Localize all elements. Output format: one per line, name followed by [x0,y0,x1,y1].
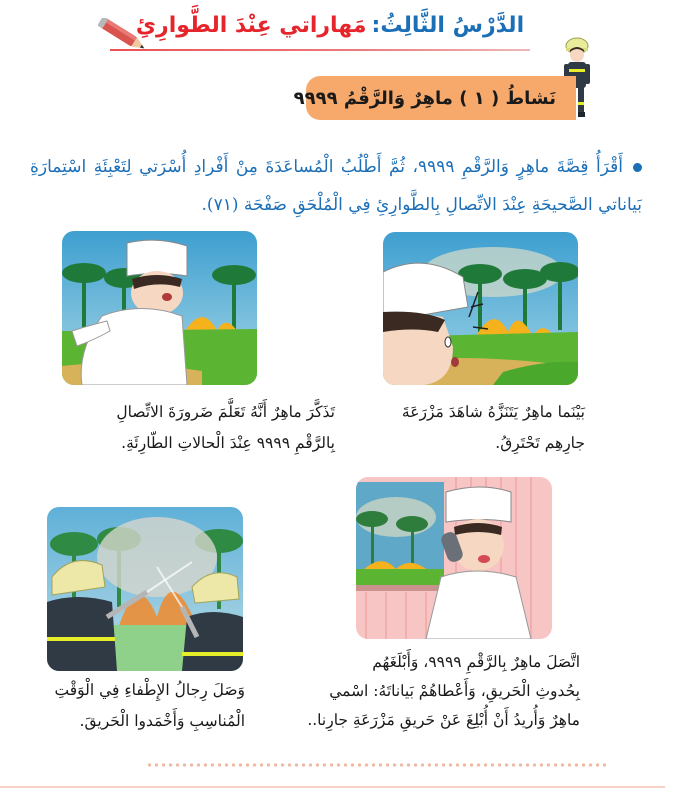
lesson-header [95,6,565,50]
lesson-title: مَهاراتي عِنْدَ الطَّوارِئِ [135,13,367,38]
caption-line: تَذَكَّرَ ماهِرٌ أَنَّهُ تَعَلَّمَ ضَرورَةَ الاتِّصالِ [116,403,335,421]
caption-line: الْمُناسِبِ وَأَخْمَدوا الْحَريقَ. [79,712,245,730]
story-panel-3-image [356,477,552,639]
story-panel-4-caption [40,675,245,737]
caption-line: بَيْنَما ماهِرٌ يَتَنَزَّهُ شاهَدَ مَزْرَعَةَ [401,403,585,421]
story-panel-2-caption [55,397,335,459]
caption-line: بِالرَّقْمِ ٩٩٩٩ عِنْدَ الْحالاتِ الطّارِئَةِ. [121,434,335,452]
dotted-divider [146,763,606,767]
caption-line: ماهِرٌ وَأُريدُ أَنْ أُبْلِغَ عَنْ حَريقِ مَزْرَعَةِ جارِنا.. [307,711,580,729]
story-panel-3-caption [300,648,580,735]
title-underline [110,49,530,51]
story-panel-1-caption [380,397,585,459]
page-bottom-line [0,786,665,788]
caption-line: جارِهِم تَحْتَرِقُ. [495,434,585,452]
instruction-text: أَقْرَأُ قِصَّةَ ماهِرٍ وَالرَّقْمِ ٩٩٩٩، ثُمَّ أَطْلُبُ الْمُساعَدَةَ مِنْ أَفْرادِ أُسْرَتي لِتَعْبِئَةِ اسْتِمارَةِ بَياناتي الصَّحيحَةِ عِنْدَ الاتِّصالِ بِالطَّوارِئِ فِي الْمُلْحَقِ صَفْحَة (٧١). [30,157,642,215]
caption-line: بِحُدوثِ الْحَريقِ، وَأَعْطاهُمْ بَياناتَهُ: اسْمي [329,682,580,700]
story-panel-1-image [383,232,578,385]
lesson-number: الدَّرْسُ الثَّالِثُ: [371,13,525,38]
bullet-icon [633,163,642,172]
instruction-paragraph [30,148,642,224]
caption-line: اتَّصَلَ ماهِرٌ بِالرَّقْمِ ٩٩٩٩، وَأَبْلَغَهُم [372,653,580,671]
pencil-icon [92,18,152,52]
activity-banner [293,76,576,120]
story-panel-2-image [62,231,257,385]
story-panel-4-image [47,507,243,671]
caption-line: وَصَلَ رِجالُ الإِطْفاءِ فِي الْوَقْتِ [54,681,245,699]
activity-label: نَشاطُ ( ١ ) ماهِرٌ وَالرَّقْمُ ٩٩٩٩ [293,87,556,109]
